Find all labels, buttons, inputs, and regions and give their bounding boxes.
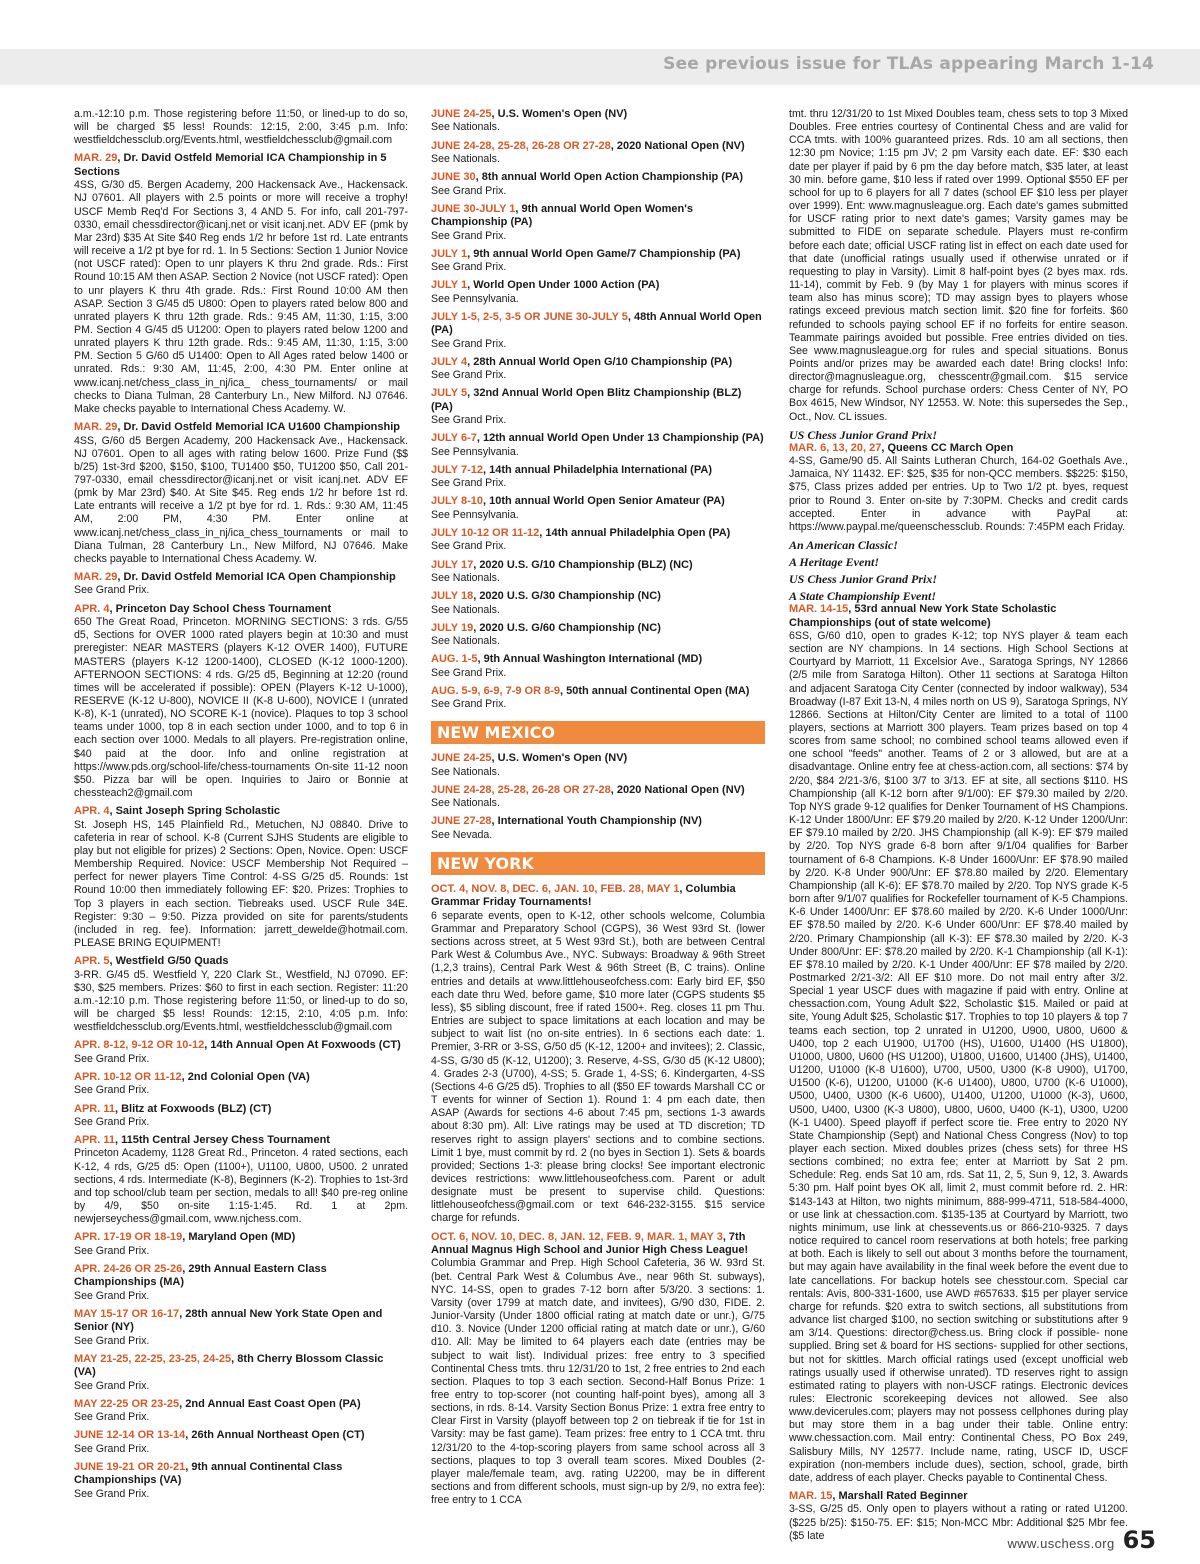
- tournament-listing: [431, 752, 765, 779]
- listing-body: See Grand Prix.: [431, 540, 507, 553]
- listing-date: JULY 17: [431, 558, 474, 571]
- listing-name: , 14th annual Philadelphia International (PA): [482, 463, 712, 476]
- listing-date: JULY 4: [431, 355, 468, 368]
- listing-name: , International Youth Championship (NV): [491, 815, 702, 828]
- listing-date: JULY 19: [431, 621, 474, 634]
- listing-date: APR. 4: [74, 805, 110, 818]
- listing-date: APR. 11: [74, 1134, 115, 1147]
- listing-name: , 2nd Annual East Coast Open (PA): [179, 1397, 361, 1410]
- listing-title: [74, 1039, 408, 1052]
- tournament-listing: [789, 429, 1128, 442]
- listing-date: MAR. 15: [789, 1490, 833, 1503]
- listing-title: [431, 279, 765, 292]
- listing-date: JULY 1: [431, 279, 468, 292]
- tournament-listing: [74, 1103, 408, 1130]
- listing-body: See Grand Prix.: [74, 1379, 150, 1392]
- listing-date: AUG. 1-5: [431, 653, 478, 666]
- tournament-listing: [431, 590, 765, 617]
- tournament-listing: [431, 784, 765, 811]
- tournament-listing: [431, 559, 765, 586]
- listing-date: APR. 8-12, 9-12 OR 10-12: [74, 1039, 205, 1052]
- listing-body: See Grand Prix.: [74, 1115, 150, 1128]
- listing-date: JUNE 30: [431, 171, 476, 184]
- listing-name: , 28th annual New York State Open and Senior (NY): [74, 1307, 383, 1334]
- listing-body: See Grand Prix.: [431, 414, 507, 427]
- listing-body: See Nevada.: [431, 828, 493, 841]
- listing-name: , 53rd annual New York State Scholastic Championships (out of state welcome): [789, 603, 1057, 629]
- listing-body: See Grand Prix.: [74, 1244, 150, 1257]
- listing-title: [431, 203, 765, 230]
- listing-date: MAR. 14-15: [789, 603, 849, 616]
- listing-title: [431, 387, 765, 414]
- listing-title: [74, 1231, 408, 1244]
- listing-title: [431, 590, 765, 603]
- listing-title: [431, 432, 765, 445]
- listing-date: AUG. 5-9, 6-9, 7-9 OR 8-9: [431, 684, 560, 697]
- listing-date: MAR. 6, 13, 20, 27: [789, 441, 882, 454]
- listing-body: 4SS, G/30 d5. Bergen Academy, 200 Hackensack Ave., Hackensack. NJ 07601. All players with 2.5 points or more will receive a trophy! USCF Memb Req'd For Sections 3, 4 AND 5. For info, call 201-797-0330, email chessdirector@icanj.net or visit icanj.net. ADV EF (pmk by Mar 23rd) $35 At Site $40 Reg ends 1/2 hr before 1st rd. Late entrants will receive a 1/2 pt bye for rd. 1. In 5 Sections: Section 1 Junior Novice (not USCF rated): Open to unr players K thru 2nd grade. Rds.: First Round 10:15 AM then ASAP. Section 2 Novice (not USCF rated): Open to unr players K thru 4th grade. Rds.: First Round 10:00 AM then ASAP. Section 3 G/45 d5 U800: Open to players rated below 800 and unrated players K thru 12th grade. Rds.: 9:45 AM, 11:30, 1:15, 3:00 PM. Section 4 G/45 d5 U1200: Open to players rated below 1200 and unrated players K thru 12th grade. Rds.: 9:45 AM, 11:30, 1:15, 3:00 PM. Section 5 G/60 d5 U1400: Open to All Ages rated below 1400 or unrated. Rds.: 9:30 AM, 11:45, 2:00, 4:30 PM. Enter online at www.icanj.net/chess_class_in_nj/ica_ chess_tournaments/ or mail checks to Diana Tulman, 28 Canterbury Ln., New Milford. NJ 07646. Make checks payable to International Chess Academy. W.: [74, 179, 408, 415]
- listing-title: [431, 815, 765, 828]
- listing-title: [431, 559, 765, 572]
- state-heading: NEW MEXICO: [431, 721, 765, 744]
- listing-body: 6 separate events, open to K-12, other schools welcome, Columbia Grammar and Preparatory School (CGPS), 36 West 93rd St. (lower sections across street, at 5 West 93rd St.), both are between Central Park West & Columbus Ave., NYC. Subways: Broadway & 96th Street (1,2,3 trains), Central Park West & 96th Street (B, C trains). Online entries and details at www.littlehouseofchess.com: Early bird EF, $50 each date thru Wed. before game, $10 more later (CGPS students $5 less), $5 sibling discount, free if rated 1500+. Reg. closes 11 pm Thu. Entries are subject to space limitations at each location and may be subject to wait list (no on-site entries). In 6 sections each date: 1. Premier, 3-RR or 3-SS, G/50 d5 (K-12, 1200+ and invitees); 2. Classic, 4-SS, G/30 d5 (K-12, U1200); 3. Reserve, 4-SS, G/30 d5 (K-12 U800); 4. Grades 2-3 (U700), 4-SS; 5. Grade 1, 4-SS; 6. Kindergarten, 4-SS (Sections 4-6 G/25 d5). Trophies to all ($50 EF towards Marshall CC or T events for winner of Section 1). Round 1: 4 pm each date, then ASAP (Awards for sections 4-6 about 7:45 pm, sections 1-3 awards about 8:30 pm). All: Live ratings may be used at TD discretion; TD reserves right to assign players' sections and to combine sections. Limit 1 bye, must commit by rd. 2 (no byes in Section 1). Sets & boards provided; Sections 1-3: please bring clocks! See important electronic devices restrictions: www.littlehouseofchess.com. Parent or adult designate must be present to supervise child. Questions: littlehouseofchess@gmail.com or text 646-232-3155. $15 service charge for refunds.: [431, 909, 765, 1225]
- listing-date: JULY 7-12: [431, 463, 483, 476]
- footer-url[interactable]: www.uschess.org: [1007, 1536, 1115, 1551]
- listing-title: [431, 653, 765, 666]
- page-footer: [1007, 1526, 1156, 1554]
- listing-body: See Pennsylvania.: [431, 292, 519, 305]
- listing-name: , 2nd Colonial Open (VA): [181, 1070, 310, 1083]
- listing-title: [74, 603, 408, 616]
- listing-title: [74, 955, 408, 968]
- listing-name: , 2020 U.S. G/60 Championship (NC): [473, 621, 661, 634]
- promo-line: A State Championship Event!: [789, 589, 937, 604]
- tournament-listing: [74, 1461, 408, 1501]
- listing-date: JUNE 24-28, 25-28, 26-28 OR 27-28: [431, 139, 611, 152]
- tournament-listing: [431, 685, 765, 712]
- promo-line: An American Classic!: [789, 538, 898, 553]
- listing-name: , Westfield G/50 Quads: [109, 955, 229, 968]
- listing-title: [74, 1308, 408, 1335]
- tournament-listing: [74, 1134, 408, 1226]
- listing-title: [431, 311, 765, 338]
- tournament-listing: [74, 1071, 408, 1098]
- listing-date: JULY 10-12 OR 11-12: [431, 526, 540, 539]
- tournament-listing: [431, 815, 765, 842]
- listing-date: JULY 1: [431, 247, 468, 260]
- listing-date: JUNE 24-25: [431, 108, 492, 120]
- listing-body: See Nationals.: [431, 571, 500, 584]
- tournament-listing: [431, 387, 765, 427]
- listing-body: See Nationals.: [431, 152, 500, 165]
- listing-name: , 28th Annual World Open G/10 Championship (PA): [467, 355, 733, 368]
- listing-title: [431, 752, 765, 765]
- listing-title: [74, 1398, 408, 1411]
- listing-date: OCT. 4, NOV. 8, DEC. 6, JAN. 10, FEB. 28, MAY 1: [431, 883, 680, 896]
- listing-title: [789, 1490, 1128, 1503]
- listing-name: , World Open Under 1000 Action (PA): [467, 279, 660, 292]
- tournament-listing: [431, 248, 765, 275]
- listing-name: , Maryland Open (MD): [182, 1231, 296, 1244]
- listing-title: [74, 1134, 408, 1147]
- listing-name: , Saint Joseph Spring Scholastic: [109, 805, 281, 818]
- listing-name: , 115th Central Jersey Chess Tournament: [114, 1134, 330, 1147]
- listing-body: See Grand Prix.: [74, 1052, 150, 1065]
- listing-name: , 29th Annual Eastern Class Championships (MA): [74, 1262, 327, 1289]
- tournament-listing: [74, 1398, 408, 1425]
- listing-title: [431, 1231, 765, 1258]
- tournament-listing: [74, 603, 408, 801]
- promo-lines: [789, 539, 1128, 603]
- promo-line: US Chess Junior Grand Prix!: [789, 427, 938, 442]
- listing-body: See Grand Prix.: [74, 1442, 150, 1455]
- listing-name: , Dr. David Ostfeld Memorial ICA U1600 Championship: [117, 421, 401, 434]
- listing-date: JUNE 27-28: [431, 815, 492, 828]
- listing-title: [431, 356, 765, 369]
- tournament-listing: [431, 311, 765, 351]
- promo-lines: [789, 429, 1128, 442]
- listing-body: See Grand Prix.: [431, 477, 507, 490]
- listing-date: JUNE 12-14 OR 13-14: [74, 1429, 186, 1442]
- tournament-listing: [431, 171, 765, 198]
- listing-title: [74, 571, 408, 584]
- tournament-listing: [431, 464, 765, 491]
- tournament-listing: [74, 955, 408, 1034]
- listing-body: See Grand Prix.: [431, 229, 507, 242]
- listing-date: OCT. 6, NOV. 10, DEC. 8, JAN. 12, FEB. 9, MAR. 1, MAY 3: [431, 1230, 723, 1243]
- listing-body: 6SS, G/60 d10, open to grades K-12; top NYS player & team each section are NY champions. In 14 sections. High School Sections at Courtyard by Marriott, 11 Excelsior Ave., Saratoga Springs, NY 12866 (2/5 mile from Saratoga Hilton). Other 11 sections at Saratoga Hilton and adjacent Saratoga City Center (connected by indoor walkway), 534 Broadway (I-87 Exit 13-N, 4 miles north on US 9), Saratoga Springs, NY 12866. Sections at Hilton/City Center are limited to a total of 1100 players, sections at Marriott 300 players. Team prizes based on top 4 scores from same school; no combined school teams allowed even if one school "feeds" another. Teams of 2 or 3 allowed, but are at a disadvantage. Online entry fee at chess-action.com, all sections: $74 by 2/20, $84 2/21-3/6, $100 3/7 to 3/13. EF at site, all sections $110. HS Championship (all K-12 born after 9/1/00): EF $79.30 mailed by 2/20. Top NYS grade 9-12 qualifies for Denker Tournament of HS Champions. K-12 Under 1800/Unr: EF $79.20 mailed by 2/20. K-12 Under 1200/Unr: EF $79.10 mailed by 2/20. JHS Championship (all K-9): EF $79 mailed by 2/20. Top NYS grade 6-8 born after 9/1/04 qualifies for Barber tournament of 6-8 Champions. K-8 Under 1600/Unr: EF $78.90 mailed by 2/20. K-8 Under 900/Unr: EF $78.80 mailed by 2/20. Elementary Championship (all K-6): EF $78.70 mailed by 2/20. Top NYS grade K-5 born after 9/1/07 qualifies for Rockefeller tournament of K-5 Champions. K-6 Under 1400/Unr: EF $78.60 mailed by 2/20. K-6 Under 1000/Unr: EF $78.50 mailed by 2/20. K-6 Under 600/Unr: EF $78.40 mailed by 2/20. Primary Championship (all K-3): EF $78.30 mailed by 2/20. K-3 Under 800/Unr: EF: $78.20 mailed by 2/20. K-1 Championship (all K-1): EF $78.10 mailed by 2/20. K-1 Under 400/Unr: EF $78 mailed by 2/20. Postmarked 2/21-3/2: All EF $10 more. Do not mail entry after 3/2. Special 1 year USCF dues with magazine if paid with entry. Online at chessaction.com, Young Adult $22, Scholastic $15. Mailed or paid at site, Young Adult $25, Scholastic $17. Trophies to top 10 players & top 7 teams each section, top 2 unrated in U1200, U900, U800, U600 & U400, top 2 each U1900, U1700 (HS), U1600, U1400 (HS U1800), U1000, U800, U600 (HS U1200), U1800, U1600, U1400 (JHS), U1400, U1200, U1000 (K-8 U1600), U700, U500, U300 (K-8 U900), U1700, U1500 (K-6), U1200, U1000 (K-6 U1400), U800, U700 (K-6 U1000), U500, U400, U300 (K-6 U600), U1400, U1200, U1000 (K-3), U600, U500, U400, U300 (K-3 U800), U800, U600, U400 (K-1), U300, U200 (K-1 U400). Speed playoff if perfect score tie. Free entry to 2020 NY State Championship (Sept) and National Chess Congress (Nov) to top player each section. Mixed doubles prizes (chess sets) for three HS sections combined; no extra fee; enter at Marriott by Sat 2 pm. Schedule: Reg. ends Sat 10 am, rds. Sat 11, 2, 5, Sun 9, 12, 3. Awards 5:30 pm. Half point byes OK all, limit 2, must commit before rd. 2. HR: $143-143 at Hilton, two nights minimum, 888-999-4711, 518-584-4000, or use link at chessaction.com. $135-135 at Courtyard by Marriott, two nights minimum, use link at chessevents.us or 866-210-9325. 7 days notice required to cancel room reservations at both hotels; free parking at both. Each is likely to sell out about 3 months before the tournament, but may again have availability in the final week before the event due to late cancellations. For backup hotels see chesstour.com. Special car rentals: Avis, 800-331-1600, use AWD #657633. $15 per player service charge for refunds. $20 extra to switch sections, all substitutions from advance list charged $100, no section switching or substitutions after 9 am 3/14. Questions: director@chess.us. Bring clock if possible- none supplied. Bring set & board for HS sections- supplied for other sections, but not for skittles. March official ratings used (except unofficial web ratings usually used if otherwise unrated). TD reserves right to assign estimated rating to players with non-USCF ratings. Electronic devices rules: Electronic scorekeeping devices not allowed. See also www.devicerules.com; players may not possess cellphones during play but may store them in a bag under their table. Online entry: www.chessaction.com. Mail entry: Continental Chess, PO Box 249, Salisbury Mills, NY 12577. Include name, rating, USCF ID, USCF expiration (non-members include dues), section, school, grade, birth date, address of each player. Checks payable to Continental Chess.: [789, 629, 1128, 1484]
- tournament-listing: [74, 1231, 408, 1258]
- listing-body: See Grand Prix.: [74, 1334, 150, 1347]
- listing-date: APR. 11: [74, 1102, 115, 1115]
- listing-name: , Queens CC March Open: [881, 441, 1014, 454]
- listing-body: See Grand Prix.: [431, 261, 507, 274]
- listing-title: [789, 603, 1128, 630]
- listing-body: 4-SS, Game/90 d5. All Saints Lutheran Church, 164-02 Goethals Ave., Jamaica, NY 11432. EF: $25, $35 for non-QCC members. $$225: $150, $75, Class prizes added per entries. Up to Two 1/2 pt. byes, request prior to Round 3. Enter on-site by 7:30PM. Checks and credit cards accepted. Enter in advance with PayPal at: https://www.paypal.me/queenschessclub. Rounds: 7:45PM each Friday.: [789, 455, 1128, 533]
- listing-body: See Grand Prix.: [431, 698, 507, 711]
- listing-title: [74, 1353, 408, 1380]
- listing-name: , 32nd Annual World Open Blitz Championship (BLZ) (PA): [431, 387, 742, 413]
- listing-date: APR. 5: [74, 955, 110, 968]
- listing-date: APR. 4: [74, 602, 110, 615]
- listing-title: [74, 421, 408, 434]
- listing-body: See Grand Prix.: [74, 1487, 150, 1500]
- listing-name: , Dr. David Ostfeld Memorial ICA Open Championship: [117, 571, 396, 584]
- listing-date: MAY 21-25, 22-25, 23-25, 24-25: [74, 1352, 232, 1365]
- tournament-listing: [431, 883, 765, 1226]
- listing-body: See Nationals.: [431, 635, 500, 648]
- listing-name: , 14th Annual Open At Foxwoods (CT): [204, 1039, 401, 1052]
- listing-title: [431, 495, 765, 508]
- listing-name: , 9th Annual Washington International (MD): [477, 653, 703, 666]
- listing-name: , 8th annual World Open Action Championship (PA): [475, 171, 744, 184]
- listing-body: See Pennsylvania.: [431, 508, 519, 521]
- listing-title: [431, 140, 765, 153]
- tournament-listing: [74, 1263, 408, 1303]
- listing-date: JUNE 24-28, 25-28, 26-28 OR 27-28: [431, 783, 611, 796]
- listing-title: [431, 685, 765, 698]
- listing-title: [74, 1263, 408, 1290]
- listing-body: See Grand Prix.: [431, 184, 507, 197]
- listing-body: See Nationals.: [431, 765, 500, 778]
- listing-body: See Grand Prix.: [74, 1411, 150, 1424]
- listing-name: , 48th Annual World Open (PA): [431, 310, 762, 337]
- listing-name: , U.S. Women's Open (NV): [491, 752, 628, 765]
- listing-title: [789, 442, 1128, 455]
- listing-name: , 7th Annual Magnus High School and Junior High Chess League!: [431, 1230, 749, 1256]
- tournament-listing: [431, 203, 765, 243]
- tournament-listing: [789, 442, 1128, 534]
- tournament-listing: [789, 108, 1128, 424]
- listing-name: , 26th Annual Northeast Open (CT): [185, 1429, 365, 1442]
- tournament-listing: [431, 432, 765, 459]
- listing-name: , 2020 National Open (NV): [610, 139, 745, 152]
- tournament-listing: [74, 108, 408, 147]
- listing-name: , 10th annual World Open Senior Amateur (PA): [482, 495, 725, 508]
- listing-body: St. Joseph HS, 145 Plainfield Rd., Metuchen, NJ 08840. Drive to cafeteria in rear of school. K-8 (Current SJHS Students are eligible to play but not eligible for prizes) 2 Sections: Open, Novice. Open: USCF Membership Required. Novice: USCF Membership Not Required – perfect for newer players Time Control: 4-SS G/25 d5. Rounds: 1st Round 10:00 then immediately following EF: $20. Prizes: Trophies to Top 3 players in each section. Tiebreaks used. USCF Rule 34E. Register: 9:30 – 9:50. Pizza provided on site for parents/students (included in reg. fee). Information: jarrett_dewelde@hotmail.com. PLEASE BRING EQUIPMENT!: [74, 818, 408, 950]
- listing-body: See Pennsylvania.: [431, 445, 519, 458]
- listing-name: , 9th annual World Open Game/7 Championship (PA): [467, 247, 741, 260]
- listing-body: See Grand Prix.: [74, 1289, 150, 1302]
- listing-body: See Grand Prix.: [74, 584, 150, 597]
- listing-body: 4SS, G/60 d5 Bergen Academy, 200 Hackensack Ave., Hackensack. NJ 07601. Open to all ages with rating below 1600. Prize Fund ($$ b/25) 1st-3rd $200, $150, $100, TU1400 $50, TU1200 $50, Call 201-797-0330, email chessdirector@icanj.net or visit icanj.net. ADV EF (pmk by Mar 23rd) $40. At Site $45. Reg ends 1/2 hr before 1st rd. Late entrants will receive a 1/2 pt bye for rd. 1. Rds.: 9:30 AM, 11:45 AM, 2:00 PM, 4:30 PM. Enter online at www.icanj.net/chess_class_in_nj/ica_chess_tournaments or mail to Diana Tulman, 28 Canterbury Ln., New Milford, NJ 07646. Make checks payable to International Chess Academy. W.: [74, 434, 408, 565]
- listing-title: [74, 1103, 408, 1116]
- listing-date: JULY 5: [431, 387, 468, 400]
- listing-date: JULY 8-10: [431, 495, 483, 508]
- listing-body: a.m.-12:10 p.m. Those registering before 11:50, or lined-up to do so, will be charged $5 less! Rounds: 12:15, 2:00, 3:45 p.m. Info: westfieldchessclub.org/Events.html, westfieldchessclub@gmail.com: [74, 108, 408, 147]
- listing-title: [431, 464, 765, 477]
- listing-date: APR. 24-26 OR 25-26: [74, 1262, 183, 1275]
- tournament-listing: [431, 1231, 765, 1508]
- listing-name: , 8th Cherry Blossom Classic (VA): [74, 1352, 384, 1379]
- listing-name: , 9th annual Continental Class Championships (VA): [74, 1461, 343, 1487]
- listing-title: [431, 784, 765, 797]
- listing-title: [431, 248, 765, 261]
- listing-title: [431, 527, 765, 540]
- tournament-listing: [431, 279, 765, 306]
- listing-body: Princeton Academy, 1128 Great Rd., Princeton. 4 rated sections, each K-12, 4 rds, G/25 d5: Open (1100+), U1100, U800, U500. 2 unrated sections, 4 rds. Intermediate (K-8), Beginners (K-2). Trophies to 1st-3rd and top school/club team per section, medals to all! $40 pre-reg online by 4/9, $50 on-site 1:15-1:45. Rd. 1 at 2pm. newjerseychess@gmail.com, www.njchess.com.: [74, 1147, 408, 1226]
- listing-name: , 2020 U.S. G/10 Championship (BLZ) (NC): [473, 558, 693, 571]
- listing-body: See Nationals.: [431, 797, 500, 810]
- listing-date: MAY 15-17 OR 16-17: [74, 1307, 180, 1320]
- listing-name: , 12th annual World Open Under 13 Championship (PA): [476, 432, 764, 445]
- column-3: [789, 108, 1128, 1542]
- listing-title: [74, 1461, 408, 1488]
- listing-name: , Blitz at Foxwoods (BLZ) (CT): [114, 1102, 272, 1115]
- listing-body: See Grand Prix.: [431, 337, 507, 350]
- tournament-listing: [74, 421, 408, 566]
- listing-title: [431, 883, 765, 910]
- listing-body: See Nationals.: [431, 603, 500, 616]
- page-header: See previous issue for TLAs appearing March 1-14: [663, 54, 1154, 74]
- listing-title: [431, 171, 765, 184]
- listing-date: MAY 22-25 OR 23-25: [74, 1397, 180, 1410]
- listing-date: APR. 10-12 OR 11-12: [74, 1070, 182, 1083]
- tournament-listing: [74, 571, 408, 598]
- listing-body: See Grand Prix.: [74, 1084, 150, 1097]
- listing-date: APR. 17-19 OR 18-19: [74, 1231, 183, 1244]
- listing-name: , 14th annual Philadelphia Open (PA): [539, 526, 731, 539]
- listing-title: [431, 622, 765, 635]
- tournament-listing: [74, 1429, 408, 1456]
- listing-name: , Columbia Grammar Friday Tournaments!: [431, 883, 736, 909]
- listing-name: , Marshall Rated Beginner: [832, 1490, 968, 1503]
- listing-body: 3-SS, G/25 d5. Only open to players without a rating or rated U1200. ($225 b/25): $150-75. EF: $15; Non-MCC Mbr: Additional $25 Mbr fee. ($5 late: [789, 1503, 1128, 1542]
- listing-body: 3-RR. G/45 d5. Westfield Y, 220 Clark St., Westfield, NJ 07090. EF: $30, $25 members. Prizes: $60 to first in each section. Register: 11:20 a.m.-12:10 p.m. Those registering before 11:50, or lined-up to do so, will be charged $5 less! Rounds: 12:15, 2:10, 4:05 p.m. Info: westfieldchessclub.org/Events.html, westfieldchessclub@gmail.com: [74, 968, 408, 1034]
- promo-line: A Heritage Event!: [789, 555, 879, 570]
- listing-name: , 2020 U.S. G/30 Championship (NC): [473, 590, 661, 603]
- listing-body: See Nationals.: [431, 121, 500, 134]
- listing-name: , 50th annual Continental Open (MA): [560, 684, 750, 697]
- listing-name: , Dr. David Ostfeld Memorial ICA Championship in 5 Sections: [74, 152, 387, 178]
- tournament-listing: [431, 527, 765, 554]
- listing-date: JULY 18: [431, 590, 474, 603]
- listing-date: MAR. 29: [74, 571, 118, 584]
- listing-body: See Grand Prix.: [431, 369, 507, 382]
- listing-name: , Princeton Day School Chess Tournament: [109, 602, 332, 615]
- listing-body: tmt. thru 12/31/20 to 1st Mixed Doubles team, chess sets to top 3 Mixed Doubles. Free entries courtesy of Continental Chess and are valid for CCA tmts. with 100% guaranteed prizes. Rds. 10 am all sections, then 12:30 pm Novice; 1:15 pm JV; 2 pm Varsity each date. EF: $30 each date per player if paid by 6 pm the day before match, $35 later, at least 30 min. before game, $10 less if rated over 1999. Optional $550 EF per school for up to 6 players for all 7 dates (school EF $10 less per player over 1999). Ent: www.magnusleague.org. Each date's games submitted for USCF rating prior to next date's games; Varsity games may be submitted to FIDE on separate schedule. Players must re-confirm before each date; official USCF rating list in effect on each date used for that date (unofficial ratings usually used if otherwise unrated or if requesting to play in Varsity). Limit 8 half-point byes (2 byes max. rds. 11-14), commit by Feb. 9 (by May 1 for players with minus scores if team also has minus score); TD may assign byes to players whose ratings exceed previous match section limit. $20 fine for forfeits. $60 refunded to schools paying school EF if no forfeits for entire season. Teammate pairings avoided but possible. Free entries divided on ties. See www.magnusleague.org for rules and special situations. Bonus Points and/or prizes may be awarded each date! Bring clocks! Info: director@magnusleague.org, chesscentr@gmail.com. $15 service charge for refunds. School purchase orders: Chess Center of NY, PO Box 4615, New Windsor, NY 12553. W. Note: this supersedes the Sep., Oct., Nov. CL issues.: [789, 108, 1128, 423]
- tournament-listing: [431, 356, 765, 383]
- listing-date: MAR. 29: [74, 152, 118, 165]
- tournament-listing: [74, 1039, 408, 1066]
- column-1: [74, 108, 408, 1500]
- tournament-listing: [74, 152, 408, 416]
- listing-date: JULY 1-5, 2-5, 3-5 OR JUNE 30-JULY 5: [431, 310, 628, 323]
- tournament-listing: [431, 108, 765, 135]
- listing-title: [431, 108, 765, 121]
- tournament-listing: [789, 603, 1128, 1485]
- tournament-listing: [431, 140, 765, 167]
- listing-title: [74, 1071, 408, 1084]
- tournament-listing: [431, 495, 765, 522]
- page-number: 65: [1122, 1526, 1156, 1554]
- listing-body: 650 The Great Road, Princeton. MORNING SECTIONS: 3 rds. G/55 d5, Sections for OVER 1000 rated players begin at 10:30 and must preregister: NEAR MASTERS (players K-12 OVER 1400), FUTURE MASTERS (players K-12 1200-1400), CLOSED (K-12 1000-1200). AFTERNOON SECTIONS: 4 rds. G/25 d5, Beginning at 12:20 (round times will be accelerated if possible): OPEN (Players K-12 U-1000), RESERVE (K-12 U-800), NOVICE II (K-8 U-600), NOVICE I (unrated K-8), K-1 (unrated), NO SCORE K-1 (novice). Plaques to top 3 school teams under 1000, top 8 in each section under 1000, and to top 6 in each section over 1000. Medals to all players. Pre-registration online, $40 paid at the door. Info and online registration at https://www.pds.org/school-life/chess-tournaments On-site 11-12 noon $50. Pizza bar will be open. Inquiries to Jairo or Bonnie at chessteach2@gmail.com: [74, 616, 408, 800]
- tournament-listing: [431, 622, 765, 649]
- listing-body: See Grand Prix.: [431, 666, 507, 679]
- state-heading: NEW YORK: [431, 852, 765, 875]
- listing-title: [74, 1429, 408, 1442]
- listing-title: [74, 152, 408, 179]
- listing-date: JUNE 19-21 OR 20-21: [74, 1461, 186, 1473]
- listing-date: JULY 6-7: [431, 432, 477, 445]
- tournament-listing: [74, 1308, 408, 1348]
- listing-name: , 2020 National Open (NV): [610, 783, 745, 796]
- listing-name: , U.S. Women's Open (NV): [491, 108, 628, 120]
- listing-name: , 9th annual World Open Women's Championship (PA): [431, 202, 694, 229]
- listing-date: MAR. 29: [74, 421, 118, 434]
- column-2: [431, 108, 765, 1507]
- tournament-listing: [74, 805, 408, 950]
- tournament-listing: [789, 539, 1128, 603]
- promo-line: US Chess Junior Grand Prix!: [789, 572, 938, 587]
- tournament-listing: [431, 653, 765, 680]
- listing-date: JUNE 30-JULY 1: [431, 202, 516, 215]
- listing-body: Columbia Grammar and Prep. High School Cafeteria, 36 W. 93rd St. (bet. Central Park West & Columbus Ave., near 96th St. subways), NYC. 14-SS, open to grades 7-12 born after 5/3/20. 3 sections: 1. Varsity (over 1799 at match date, and invitees), G/90 d30, FIDE. 2. Junior-Varsity (Under 1800 official rating at match date or unr.), G/75 d10. 3. Novice (Under 1200 official rating at match date or unr.), G/60 d10. All: May be limited to 64 players each date (entries may be subject to wait list). Individual prizes: free entry to 3 specified Continental Chess tmts. thru 12/31/20 to 1st, 2 free entries to 2nd each section. Plaques to top 3 each section. Second-Half Bonus Prize: 1 free entry to top-scorer (not counting half-point byes), among all 3 sections, in rds. 8-14. Varsity Section Bonus Prize: 1 extra free entry to Clear First in Varsity (playoff between top 2 on tiebreak if tie for 1st in Varsity: may be fast game). Team prizes: free entry to 1 CCA tmt. thru 12/31/20 to the 4-top-scoring players from same school across all 3 sections, plaques to top 3 overall team scores. Mixed Doubles (2-player male/female team, avg. rating U2200, may be in different sections and from different schools, must sign-up by 2/9, no extra fee): free entry to 1 CCA: [431, 1257, 765, 1507]
- listing-title: [74, 805, 408, 818]
- tournament-listing: [74, 1353, 408, 1393]
- listing-date: JUNE 24-25: [431, 752, 492, 765]
